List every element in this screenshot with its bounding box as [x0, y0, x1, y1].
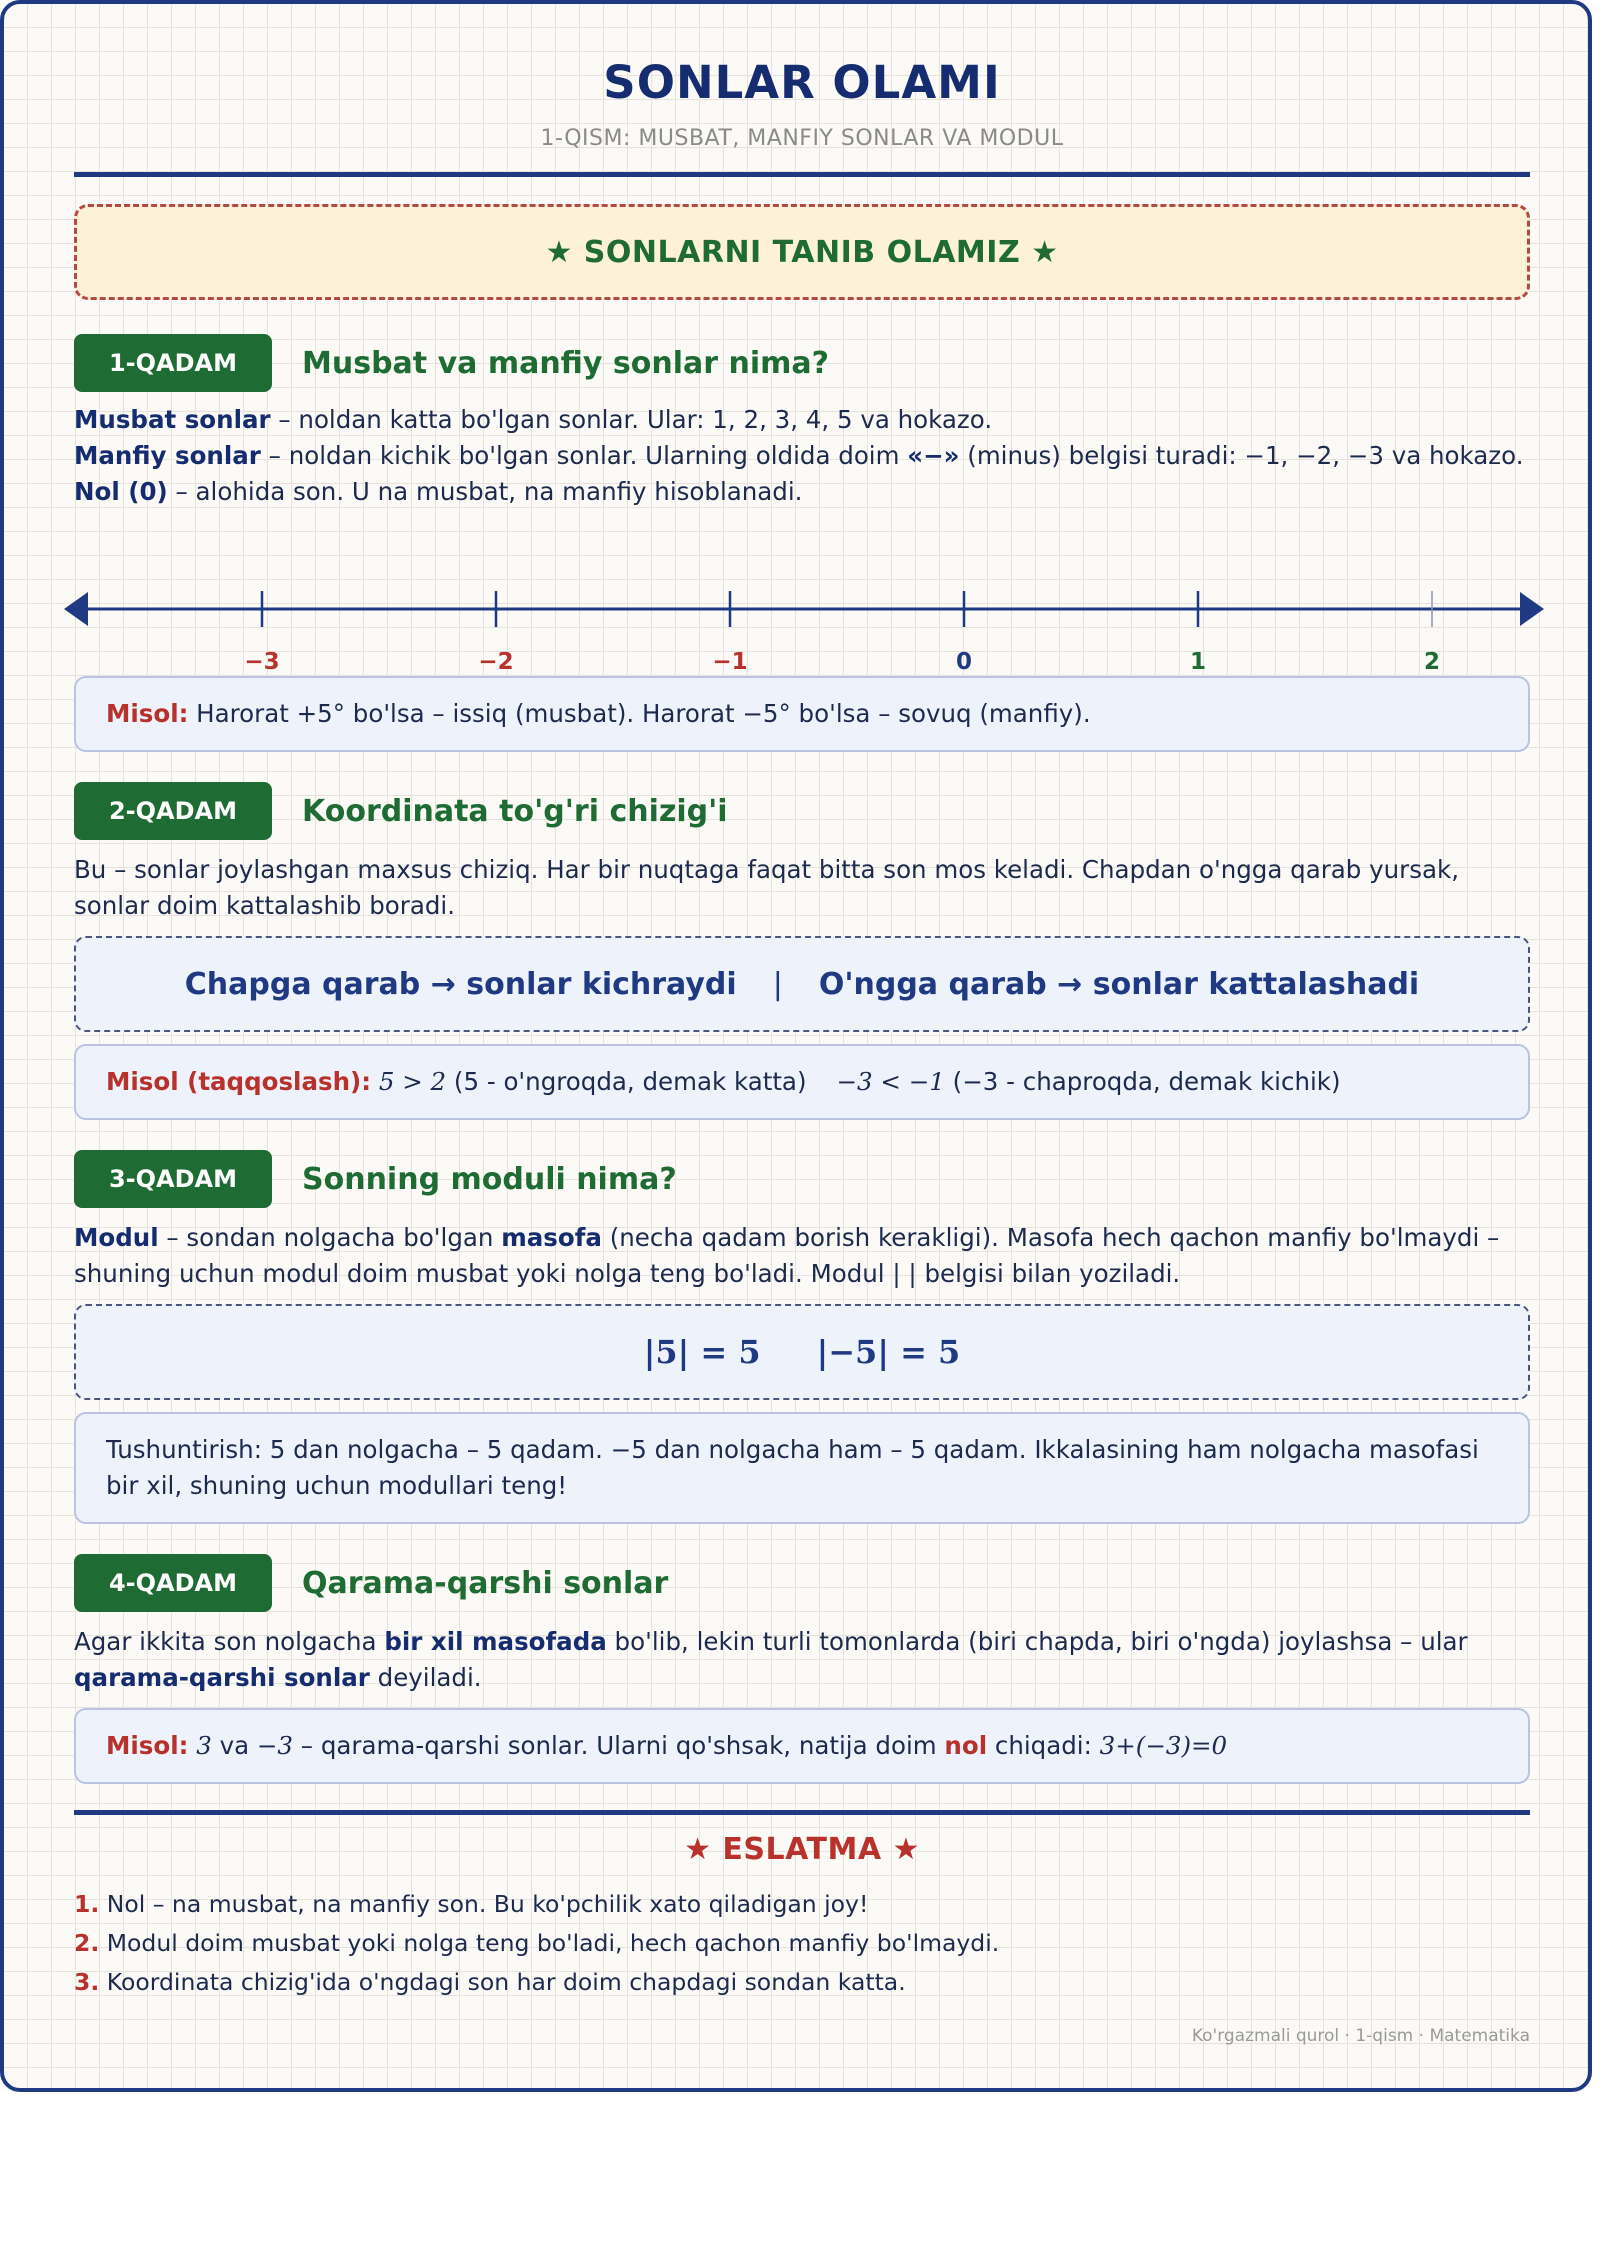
example-t2: – qarama-qarshi sonlar. Ularni qo'shsak, natija doim: [293, 1731, 945, 1760]
step1-badge: 1-QADAM: [74, 334, 272, 392]
step4-header: [74, 1554, 668, 1612]
formula-1: |5| = 5: [643, 1333, 761, 1371]
compare-label: Misol (taqqoslash):: [106, 1067, 372, 1096]
step2-example-box: [74, 1044, 1530, 1120]
step1-header: [74, 334, 829, 392]
number-line-label: −1: [712, 649, 748, 675]
positive-definition: [74, 402, 1530, 438]
zero-text: – alohida son. U na musbat, na manfiy hisoblanadi.: [167, 477, 803, 506]
negative-text-b: (minus) belgisi turadi: −1, −2, −3 va hokazo.: [959, 441, 1524, 470]
modul-term: Modul: [74, 1223, 159, 1252]
opposite-text-c: deyiladi.: [369, 1663, 482, 1692]
zero-term: Nol (0): [74, 477, 168, 506]
note-text: Modul doim musbat yoki nolga teng bo'ladi, hech qachon manfiy bo'lmaydi.: [99, 1929, 1000, 1957]
masofa-term: masofa: [501, 1223, 602, 1252]
intro-banner: ★ SONLARNI TANIB OLAMIZ ★: [74, 204, 1530, 300]
number-line-label: −3: [244, 649, 280, 675]
minus-sign: «−»: [907, 441, 960, 470]
step4-example-label: Misol:: [106, 1731, 189, 1760]
compare-math-2: −3 < −1: [836, 1067, 945, 1096]
step4-example-box: [74, 1708, 1530, 1784]
example-label: Misol:: [106, 699, 189, 728]
note-number: 1.: [74, 1890, 100, 1918]
example-math-2: −3: [256, 1731, 293, 1760]
rule-separator: |: [772, 966, 783, 1002]
positive-term: Musbat sonlar: [74, 405, 271, 434]
step3-explanation-box: [74, 1412, 1530, 1524]
step2-badge: 2-QADAM: [74, 782, 272, 840]
negative-text-a: – noldan kichik bo'lgan sonlar. Ularning oldida doim: [260, 441, 908, 470]
right-arrow-icon: [1520, 592, 1544, 626]
example-t3: chiqadi:: [987, 1731, 1100, 1760]
same-distance-term: bir xil masofada: [384, 1627, 607, 1656]
step4-example: [106, 1728, 1227, 1764]
page-title: SONLAR OLAMI: [603, 56, 1001, 109]
example-math-1: 3: [196, 1731, 212, 1760]
page-subtitle: 1-QISM: MUSBAT, MANFIY SONLAR VA MODUL: [540, 126, 1064, 151]
notes-title: ★ ESLATMA ★: [684, 1832, 920, 1867]
example-t1: va: [211, 1731, 257, 1760]
rule-right: O'ngga qarab → sonlar kattalashadi: [818, 966, 1420, 1002]
step2-header: [74, 782, 728, 840]
step1-paragraph: [74, 402, 1530, 510]
step3-paragraph: [74, 1220, 1530, 1292]
notes-divider: [74, 1810, 1530, 1815]
left-arrow-icon: [64, 592, 88, 626]
number-line-label: 0: [955, 649, 973, 675]
note-text: Nol – na musbat, na manfiy son. Bu ko'pchilik xato qiladigan joy!: [99, 1890, 869, 1918]
note-item-1: [74, 1890, 868, 1918]
example-math-3: 3+(−3)=0: [1099, 1731, 1228, 1760]
zero-definition: [74, 474, 1530, 510]
note-item-2: [74, 1929, 999, 1957]
compare-math-1: 5 > 2: [378, 1067, 447, 1096]
opposite-text-b: bo'lib, lekin turli tomonlarda (biri chapda, biri o'ngda) joylashsa – ular: [606, 1627, 1468, 1656]
opposite-term: qarama-qarshi sonlar: [74, 1663, 370, 1692]
modulus-formula-box: [74, 1304, 1530, 1400]
example-nol: nol: [944, 1731, 988, 1760]
direction-rule-box: [74, 936, 1530, 1032]
rule-left: Chapga qarab → sonlar kichraydi: [184, 966, 737, 1002]
number-line-label: 1: [1189, 649, 1207, 675]
opposite-text-a: Agar ikkita son nolgacha: [74, 1627, 385, 1656]
step3-badge: 3-QADAM: [74, 1150, 272, 1208]
modul-text-a: – sondan nolgacha bo'lgan: [158, 1223, 502, 1252]
step2-example: [106, 1064, 1341, 1100]
negative-definition: [74, 438, 1530, 474]
step2-paragraph: Bu – sonlar joylashgan maxsus chiziq. Har bir nuqtaga faqat bitta son mos keladi. Chapdan o'ngga qarab yursak, sonlar doim kattalashib boradi.: [74, 855, 1460, 920]
note-item-3: [74, 1968, 906, 1996]
number-line-label: −2: [478, 649, 514, 675]
step4-paragraph: [74, 1624, 1530, 1696]
note-number: 3.: [74, 1968, 100, 1996]
note-text: Koordinata chizig'ida o'ngdagi son har doim chapdagi sondan katta.: [99, 1968, 906, 1996]
negative-term: Manfiy sonlar: [74, 441, 261, 470]
step1-example-box: [74, 676, 1530, 752]
example-text: Harorat +5° bo'lsa – issiq (musbat). Harorat −5° bo'lsa – sovuq (manfiy).: [188, 699, 1091, 728]
positive-text: – noldan katta bo'lgan sonlar. Ular: 1, 2, 3, 4, 5 va hokazo.: [270, 405, 993, 434]
formula-2: |−5| = 5: [816, 1333, 961, 1371]
number-line-label: 2: [1423, 649, 1441, 675]
modul-text-b: (necha qadam borish kerakligi). Masofa hech qachon manfiy bo'lmaydi – shuning uchun modul doim musbat yoki nolga teng bo'ladi. Modul | | belgisi bilan yoziladi.: [74, 1223, 1500, 1288]
step3-title: Sonning moduli nima?: [302, 1161, 677, 1197]
number-line: [64, 589, 1544, 679]
step3-header: [74, 1150, 677, 1208]
step1-example: [106, 696, 1091, 732]
note-number: 2.: [74, 1929, 100, 1957]
compare-text-1: (5 - o'ngroqda, demak katta): [446, 1067, 807, 1096]
step4-badge: 4-QADAM: [74, 1554, 272, 1612]
step4-title: Qarama-qarshi sonlar: [302, 1565, 669, 1601]
step1-title: Musbat va manfiy sonlar nima?: [302, 345, 830, 381]
explanation-text: Tushuntirish: 5 dan nolgacha – 5 qadam. −5 dan nolgacha ham – 5 qadam. Ikkalasining ham nolgacha masofasi bir xil, shuning uchun modullari teng!: [106, 1435, 1479, 1500]
step2-title: Koordinata to'g'ri chizig'i: [302, 793, 728, 829]
page-footer: Ko'rgazmali qurol · 1-qism · Matematika: [1191, 2026, 1530, 2046]
compare-text-2: (−3 - chaproqda, demak kichik): [944, 1067, 1341, 1096]
header-divider: [74, 172, 1530, 177]
